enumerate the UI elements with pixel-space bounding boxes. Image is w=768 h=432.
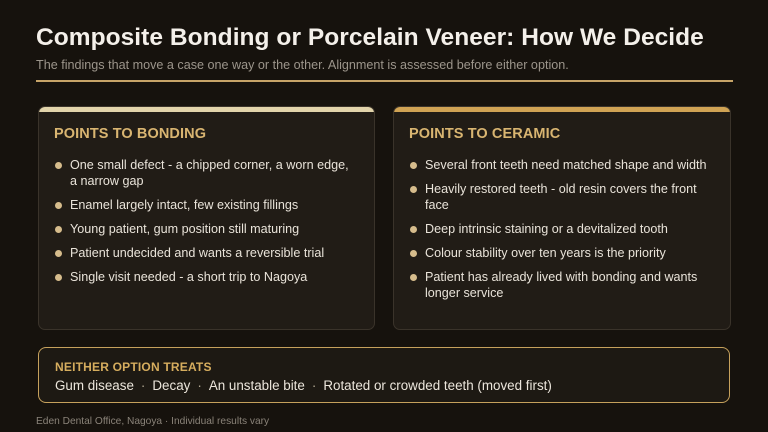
list-item <box>54 157 356 189</box>
page-title: Composite Bonding or Porcelain Veneer: How We Decide <box>36 24 704 51</box>
list-item <box>54 269 356 285</box>
neither-item: Decay <box>152 378 191 393</box>
bonding-list <box>54 157 356 293</box>
bullet-dot-icon <box>55 250 62 257</box>
ceramic-list <box>409 157 712 309</box>
list-item-text: Young patient, gum position still maturing <box>70 222 300 236</box>
list-item-text: One small defect - a chipped corner, a worn edge, a narrow gap <box>70 158 349 188</box>
bullet-dot-icon <box>410 186 417 193</box>
neither-list <box>55 378 552 393</box>
separator-dot: · <box>140 378 146 393</box>
neither-item: Rotated or crowded teeth (moved first) <box>323 378 552 393</box>
list-item-text: Patient undecided and wants a reversible trial <box>70 246 325 260</box>
separator-dot: · <box>197 378 202 393</box>
list-item <box>409 245 712 261</box>
bullet-dot-icon <box>410 226 417 233</box>
bullet-dot-icon <box>55 202 62 209</box>
bonding-card-accent-bar <box>39 107 374 112</box>
neither-option-panel <box>38 347 730 403</box>
separator-dot: · <box>311 378 317 393</box>
neither-heading: NEITHER OPTION TREATS <box>55 360 212 374</box>
list-item-text: Colour stability over ten years is the priority <box>425 246 666 260</box>
list-item-text: Patient has already lived with bonding and wants longer service <box>425 270 698 300</box>
list-item <box>54 197 356 213</box>
neither-item: An unstable bite <box>208 378 305 393</box>
ceramic-card-accent-bar <box>394 107 730 112</box>
list-item-text: Several front teeth need matched shape and width <box>425 158 707 172</box>
list-item <box>409 221 712 237</box>
list-item-text: Enamel largely intact, few existing fillings <box>70 198 299 212</box>
bullet-dot-icon <box>55 274 62 281</box>
list-item <box>409 269 712 301</box>
list-item-text: Deep intrinsic staining or a devitalized tooth <box>425 222 668 236</box>
list-item <box>409 181 712 213</box>
list-item <box>54 221 356 237</box>
list-item-text: Heavily restored teeth - old resin covers the front face <box>425 182 697 212</box>
bullet-dot-icon <box>410 250 417 257</box>
list-item <box>54 245 356 261</box>
ceramic-heading: POINTS TO CERAMIC <box>409 126 561 142</box>
neither-item: Gum disease <box>55 378 134 393</box>
bullet-dot-icon <box>410 162 417 169</box>
list-item <box>409 157 712 173</box>
list-item-text: Single visit needed - a short trip to Nagoya <box>70 270 308 284</box>
ceramic-card <box>393 106 731 330</box>
bonding-heading: POINTS TO BONDING <box>54 126 207 142</box>
title-divider <box>36 80 733 82</box>
bullet-dot-icon <box>410 274 417 281</box>
bullet-dot-icon <box>55 162 62 169</box>
bonding-card <box>38 106 375 330</box>
bullet-dot-icon <box>55 226 62 233</box>
page-subtitle: The findings that move a case one way or the other. Alignment is assessed before either option. <box>36 58 569 72</box>
footer-note: Eden Dental Office, Nagoya · Individual results vary <box>36 416 270 427</box>
